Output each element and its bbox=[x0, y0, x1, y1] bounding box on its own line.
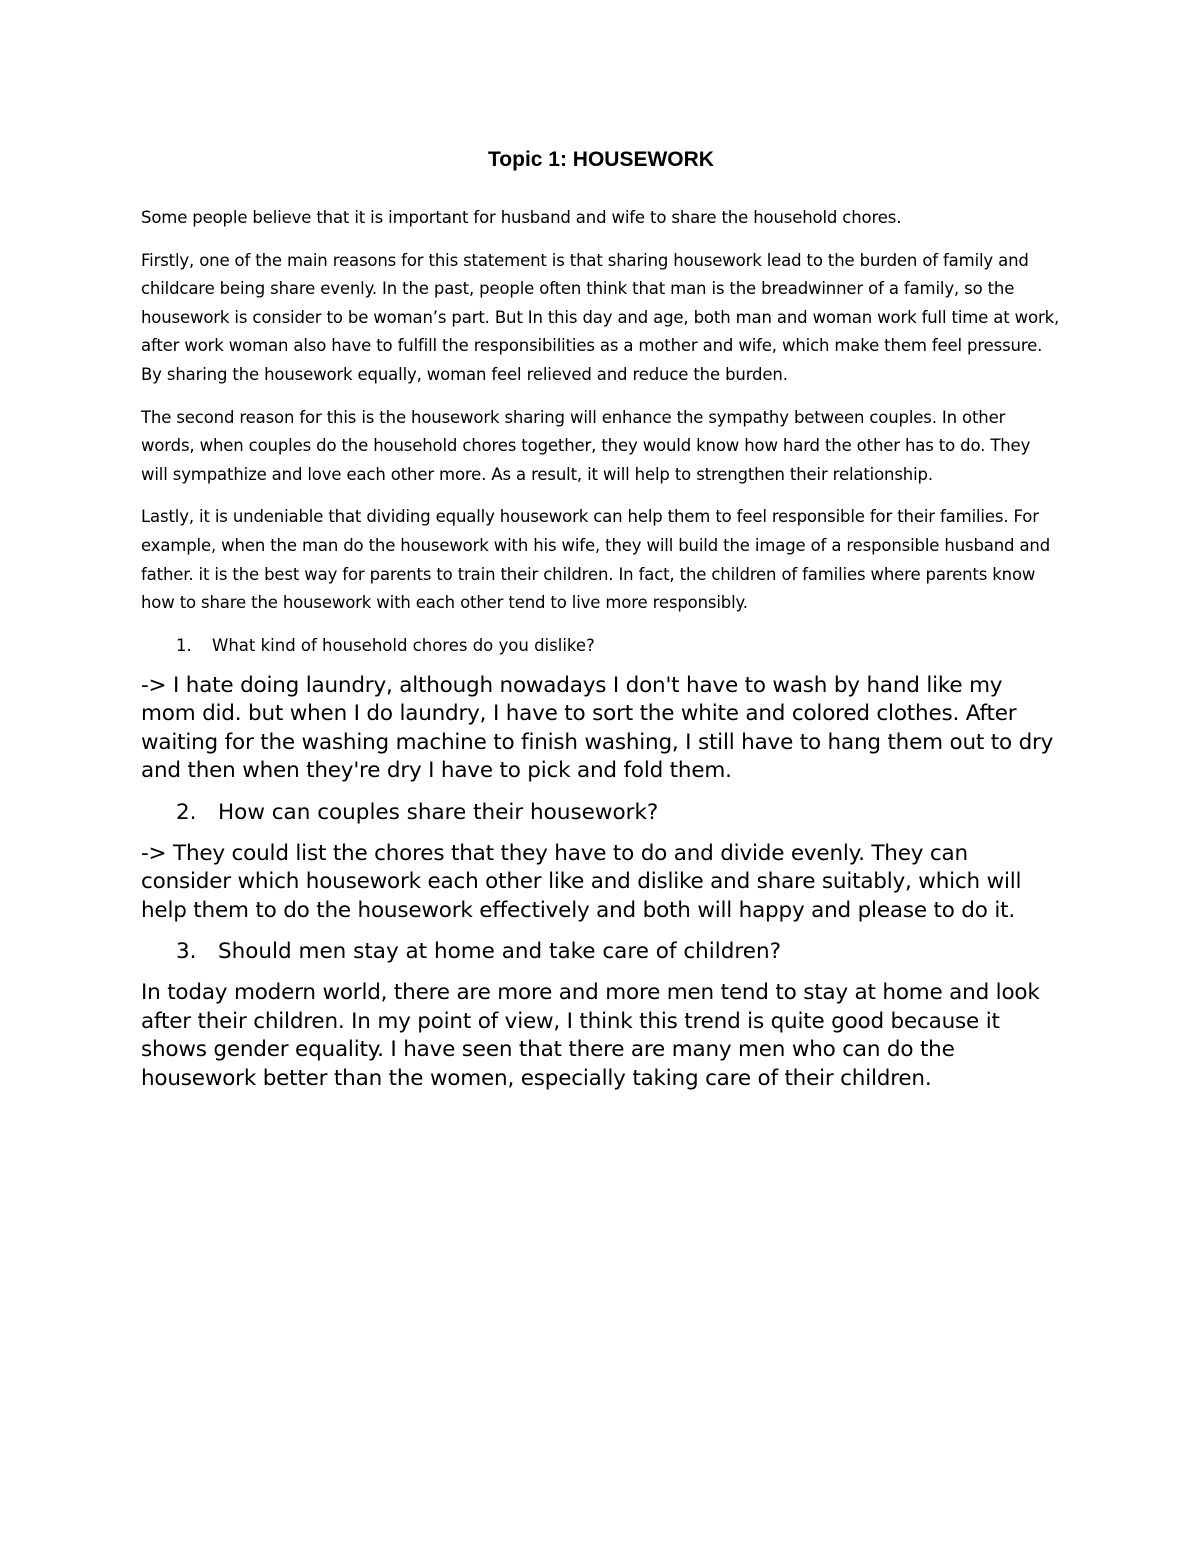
document-title: Topic 1: HOUSEWORK bbox=[488, 148, 714, 171]
question-1 bbox=[141, 632, 1061, 660]
question-3-text: Should men stay at home and take care of children? bbox=[218, 939, 782, 965]
question-3 bbox=[141, 937, 1061, 967]
paragraph-lastly: Lastly, it is undeniable that dividing equally housework can help them to feel responsible for their families. For example, when the man do the housework with his wife, they will build the image of a responsible husband and father. it is the best way for parents to train their children. In fact, the children of families where parents know how to share the housework with each other tend to live more responsibly. bbox=[141, 507, 1051, 613]
paragraph-second-reason: The second reason for this is the housework sharing will enhance the sympathy between couples. In other words, when couples do the household chores together, they would know how hard the other has to do. They will sympathize and love each other more. As a result, it will help to strengthen their relationship. bbox=[141, 407, 1031, 484]
document-page bbox=[141, 140, 1061, 1105]
answer-3: In today modern world, there are more and more men tend to stay at home and look after their children. In my point of view, I think this trend is quite good because it shows gender equality. I have seen that there are many men who can do the housework better than the women, especially taking care of their children. bbox=[141, 980, 1040, 1091]
question-1-number: 1. bbox=[176, 635, 192, 655]
question-2-number: 2. bbox=[176, 799, 197, 825]
question-1-text: What kind of household chores do you dislike? bbox=[212, 635, 595, 655]
question-3-number: 3. bbox=[176, 939, 197, 965]
question-2-text: How can couples share their housework? bbox=[218, 799, 659, 825]
question-2 bbox=[141, 798, 1061, 828]
paragraph-firstly: Firstly, one of the main reasons for this statement is that sharing housework lead to the burden of family and childcare being share evenly. In the past, people often think that man is the breadwinner of a family, so the housework is consider to be woman’s part. But In this day and age, both man and woman work full time at work, after work woman also have to fulfill the responsibilities as a mother and wife, which make them feel pressure. By sharing the housework equally, woman feel relieved and reduce the burden. bbox=[141, 250, 1060, 384]
answer-2: -> They could list the chores that they have to do and divide evenly. They can consider which housework each other like and dislike and share suitably, which will help them to do the housework effectively and both will happy and please to do it. bbox=[141, 840, 1022, 923]
intro-paragraph: Some people believe that it is important for husband and wife to share the household chores. bbox=[141, 208, 902, 227]
answer-1: -> I hate doing laundry, although nowadays I don't have to wash by hand like my mom did. but when I do laundry, I have to sort the white and colored clothes. After waiting for the washing machine to finish washing, I still have to hang them out to dry and then when they're dry I have to pick and fold them. bbox=[141, 672, 1054, 784]
